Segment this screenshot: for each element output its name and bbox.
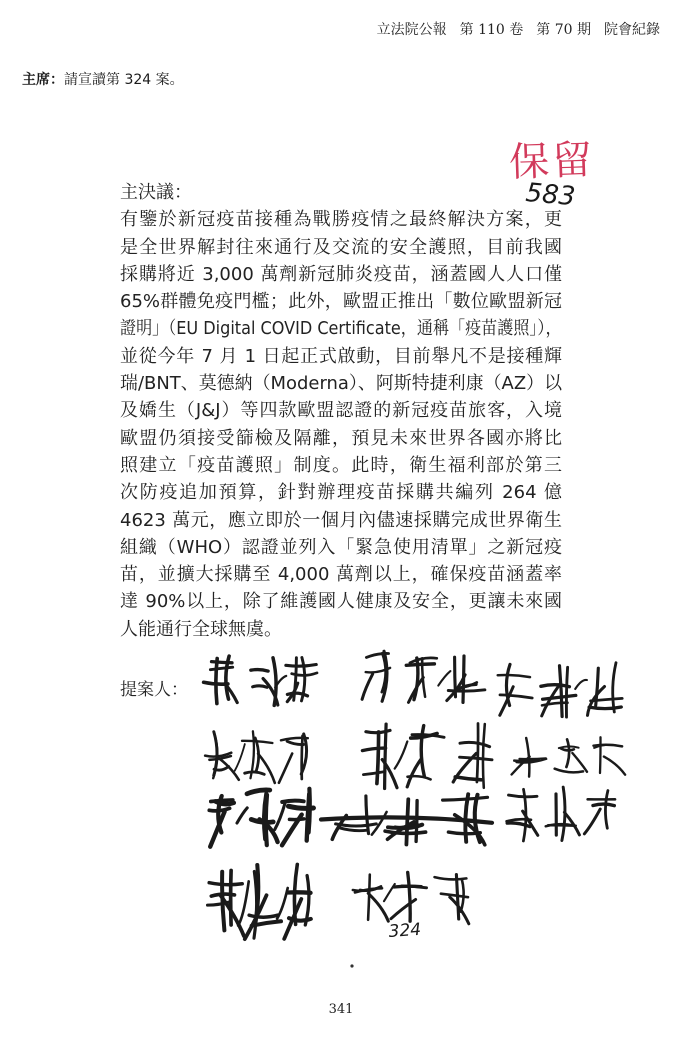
resolution-line: 採購將近 3,000 萬劑新冠肺炎疫苗，涵蓋國人人口僅 xyxy=(120,263,562,285)
signature-stroke xyxy=(214,732,217,776)
signature-stroke xyxy=(205,753,231,757)
signature-stroke xyxy=(411,734,437,739)
resolution-line: 有鑒於新冠疫苗接種為戰勝疫情之最終解決方案，更 xyxy=(120,209,562,231)
signature-stroke xyxy=(339,828,367,831)
signature-stroke xyxy=(209,808,229,811)
signature-stroke xyxy=(362,748,385,751)
resolution-line: 證明」（EU Digital COVID Certificate，通稱「疫苗護照」）， xyxy=(120,318,562,340)
signature-stroke xyxy=(249,915,278,917)
signature-stroke xyxy=(391,900,416,919)
signature-stroke xyxy=(385,724,387,788)
signature-stroke xyxy=(237,808,247,823)
signature-stroke xyxy=(395,742,408,769)
resolution-line: 65%群體免疫門檻；此外，歐盟正推出「數位歐盟新冠 xyxy=(120,291,562,313)
signature-stroke xyxy=(382,651,387,701)
signature-stroke xyxy=(542,684,561,716)
resolution-line: 照建立「疫苗護照」制度。此時，衛生福利部於第三 xyxy=(120,454,562,476)
signature-stroke xyxy=(594,745,623,747)
resolution-line: 瑞/BNT、莫德納（Moderna）、阿斯特捷利康（AZ）以 xyxy=(120,373,563,395)
signature-stroke xyxy=(215,801,233,804)
signature-stroke xyxy=(282,815,302,846)
signature-stroke xyxy=(366,653,388,657)
signature-stroke xyxy=(564,812,579,835)
signature-stroke xyxy=(282,801,304,802)
header-section: 院會紀錄 xyxy=(604,22,660,38)
signature-stroke xyxy=(368,875,370,920)
signature-stroke xyxy=(455,657,456,697)
signature-stroke xyxy=(219,758,239,780)
signature-stroke xyxy=(302,658,305,701)
resolution-line: 人能通行全球無虞。 xyxy=(120,618,282,640)
signature-stroke xyxy=(264,794,266,840)
signature-stroke xyxy=(559,746,579,748)
signature-stroke xyxy=(509,795,538,797)
header-volume: 第 110 卷 xyxy=(459,22,524,38)
signature-stroke xyxy=(372,812,387,835)
resolution-heading: 主決議： xyxy=(120,182,192,203)
signature xyxy=(362,724,492,789)
resolution-line: 及嬌生（J&J）等四款歐盟認證的新冠疫苗旅客，入境 xyxy=(120,400,562,422)
signature-stroke xyxy=(256,865,259,922)
resolution-line: 4623 萬元，應立即於一個月內儘速採購完成世界衛生 xyxy=(120,509,562,531)
signature-stroke xyxy=(512,757,530,775)
signature-stroke xyxy=(455,777,481,780)
signature-stroke xyxy=(255,738,258,772)
handwritten-stamp-number: 583 xyxy=(524,178,577,213)
signature-stroke xyxy=(593,804,614,806)
signature-stroke xyxy=(402,886,427,888)
signature-stroke xyxy=(226,656,229,699)
signature-stroke xyxy=(594,745,617,748)
signature-stroke xyxy=(221,896,244,937)
signature-stroke xyxy=(385,831,426,833)
signature-stroke xyxy=(520,758,546,759)
signature-stroke xyxy=(589,707,621,709)
signature-stroke xyxy=(477,724,478,783)
signature-stroke xyxy=(286,665,316,667)
signature-stroke xyxy=(408,872,411,921)
signature-stroke xyxy=(242,741,272,743)
resolution-line: 次防疫追加預算，針對辦理疫苗採購共編列 264 億 xyxy=(120,482,562,504)
signature-stroke xyxy=(281,738,308,740)
signature-stroke xyxy=(258,754,275,783)
signature-stroke xyxy=(218,796,221,833)
signature-stroke xyxy=(460,742,490,746)
signature-stroke xyxy=(613,663,616,712)
signature-stroke xyxy=(290,819,304,820)
signature-stroke xyxy=(266,795,267,845)
signature xyxy=(205,731,308,783)
signature xyxy=(204,656,317,705)
signature-stroke xyxy=(287,693,307,696)
signature-stroke xyxy=(458,682,477,687)
signature-stroke xyxy=(366,796,369,834)
signature-stroke xyxy=(600,737,601,773)
signature-stroke xyxy=(507,823,530,827)
signature-stroke xyxy=(463,656,464,702)
signature-stroke xyxy=(309,789,310,833)
signature-stroke xyxy=(438,671,450,686)
signature-stroke xyxy=(406,664,434,665)
signature-stroke xyxy=(514,760,538,761)
signature-stroke xyxy=(507,819,531,821)
signature-stroke xyxy=(461,880,464,912)
signature-stroke xyxy=(211,800,233,802)
page-number: 341 xyxy=(328,1002,354,1017)
signature-stroke xyxy=(555,769,583,773)
signature-stroke xyxy=(287,741,303,744)
signature-stroke xyxy=(388,822,414,840)
reserve-stamp: 保留 xyxy=(508,136,596,186)
signature-stroke xyxy=(448,690,485,691)
signature-stroke xyxy=(292,673,317,676)
signature-stroke xyxy=(596,668,599,705)
signature-stroke xyxy=(355,888,382,892)
signature xyxy=(209,789,313,847)
signature-stroke xyxy=(566,739,569,767)
signature-stroke xyxy=(214,767,229,771)
signature xyxy=(208,864,311,939)
signature-stroke xyxy=(458,684,476,689)
header-publication: 立法院公報 xyxy=(376,22,447,38)
signature-stroke xyxy=(275,676,286,688)
signature-stroke xyxy=(516,759,546,763)
handwritten-signature-number: 324 xyxy=(388,919,422,942)
signature-stroke xyxy=(252,921,281,925)
signature-stroke xyxy=(377,732,379,784)
signature-stroke xyxy=(301,734,306,774)
signature-stroke xyxy=(211,894,234,896)
resolution-line: 組織（WHO）認證並列入「緊急使用清單」之新冠疫 xyxy=(120,536,562,558)
signature-stroke xyxy=(455,815,485,845)
chair-text: 請宣讀第 324 案。 xyxy=(64,72,184,88)
signature-stroke xyxy=(575,680,587,689)
signature-stroke xyxy=(360,886,381,890)
signature-stroke xyxy=(366,730,390,732)
signature-stroke xyxy=(408,776,431,779)
signature-stroke xyxy=(441,894,468,898)
signature-stroke xyxy=(363,772,385,775)
signature-stroke xyxy=(251,819,273,822)
signature-stroke xyxy=(395,825,422,828)
signature-stroke xyxy=(604,757,625,775)
signature-stroke xyxy=(605,791,607,829)
resolution-line: 達 90%以上，除了維護國人健康及安全，更讓未來國 xyxy=(120,591,562,613)
signature-stroke xyxy=(251,731,254,778)
signature-stroke xyxy=(212,662,233,663)
signature-stroke xyxy=(275,804,285,830)
signature-stroke xyxy=(302,736,303,779)
signature-stroke xyxy=(572,753,587,772)
signature-stroke xyxy=(332,816,346,840)
signature-stroke xyxy=(407,759,421,787)
signature xyxy=(321,794,492,845)
proposers-label: 提案人： xyxy=(120,680,188,700)
signature-stroke xyxy=(523,811,538,835)
signature-stroke xyxy=(213,734,217,778)
signature-stroke xyxy=(483,724,485,788)
resolution-line: 是全世界解封往來通行及交流的安全護照，目前我國 xyxy=(120,236,562,258)
signature-stroke xyxy=(422,658,425,697)
gazette-header xyxy=(377,19,660,39)
chair-statement xyxy=(22,69,184,89)
signature-stroke xyxy=(500,687,513,716)
resolution-line: 苗，並擴大採購至 4,000 萬劑以上，確保疫苗涵蓋率 xyxy=(120,564,562,586)
signature-stroke xyxy=(566,667,567,717)
signature-stroke xyxy=(584,809,600,834)
signature-stroke xyxy=(548,825,576,826)
signature-stroke xyxy=(382,653,386,692)
signature xyxy=(362,651,485,702)
signature-stroke xyxy=(210,812,224,847)
header-issue: 第 70 期 xyxy=(536,22,591,38)
signature-stroke xyxy=(288,806,313,808)
signature-stroke xyxy=(289,918,311,921)
signature-stroke xyxy=(336,824,377,826)
signature-stroke xyxy=(204,682,228,684)
signature-stroke xyxy=(279,754,292,783)
signature-stroke xyxy=(260,819,278,842)
signature-stroke xyxy=(305,876,309,926)
signature-stroke xyxy=(388,824,417,828)
signature-stroke xyxy=(210,667,232,670)
chair-speaker: 主席： xyxy=(22,72,64,88)
signature-stroke xyxy=(225,684,237,703)
signature-stroke xyxy=(366,668,390,673)
signature-stroke xyxy=(414,658,418,700)
signature-stroke xyxy=(588,687,605,716)
signature-stroke xyxy=(500,695,532,698)
signature-stroke xyxy=(448,832,480,834)
signature-stroke xyxy=(209,883,242,885)
signature-stroke xyxy=(253,686,268,687)
resolution-line: 歐盟仍須接受篩檢及隔離，預見未來世界各國亦將比 xyxy=(120,427,562,449)
signature-stroke xyxy=(287,683,297,701)
signature-stroke xyxy=(382,760,397,788)
signature-stroke xyxy=(453,753,476,782)
signature-stroke xyxy=(238,881,249,925)
signature-stroke xyxy=(546,824,574,826)
signature-stroke xyxy=(277,888,288,919)
signature-stroke xyxy=(222,872,224,931)
signature xyxy=(507,787,615,841)
signature-stroke xyxy=(591,698,623,701)
resolution-line: 並從今年 7 月 1 日起正式啟動，目前舉凡不是接種輝 xyxy=(120,345,562,367)
signature-stroke xyxy=(543,695,576,699)
signature-stroke xyxy=(321,817,492,822)
signature-stroke xyxy=(294,658,297,701)
signature-stroke xyxy=(435,877,467,879)
signature-stroke xyxy=(421,726,424,777)
signature xyxy=(498,663,623,717)
signature-stroke xyxy=(416,801,417,842)
signature-stroke xyxy=(460,757,492,760)
signature-stroke xyxy=(209,756,231,760)
signature-stroke xyxy=(245,895,267,939)
signature-stroke xyxy=(263,679,278,705)
signature-stroke xyxy=(465,794,468,842)
signature-stroke xyxy=(284,899,301,939)
signature-stroke xyxy=(394,886,421,887)
signature-stroke xyxy=(251,670,268,672)
signature-stroke xyxy=(443,797,488,800)
signature-stroke xyxy=(561,749,574,751)
signature-stroke xyxy=(523,789,526,841)
signature-stroke xyxy=(406,799,408,844)
signature-stroke xyxy=(254,871,257,938)
signature-stroke xyxy=(541,685,570,687)
signature-stroke xyxy=(409,677,424,702)
signature-stroke xyxy=(384,884,395,901)
signature-stroke xyxy=(506,664,510,705)
signature-stroke xyxy=(216,659,217,704)
signature-stroke xyxy=(447,675,465,701)
signature xyxy=(353,872,469,923)
signature-stroke xyxy=(294,864,297,924)
signature-stroke xyxy=(353,888,378,891)
ink-dot xyxy=(350,964,353,967)
signature-stroke xyxy=(412,735,444,738)
signature-stroke xyxy=(498,675,530,677)
signature-stroke xyxy=(560,666,563,717)
signature-stroke xyxy=(368,893,388,921)
signature-stroke xyxy=(208,902,231,906)
signature xyxy=(512,737,625,776)
signature-stroke xyxy=(542,703,568,706)
signature-stroke xyxy=(245,772,265,774)
signature-stroke xyxy=(273,658,276,706)
signature-stroke xyxy=(410,658,437,663)
signature-stroke xyxy=(456,875,458,919)
signature-stroke xyxy=(307,794,310,841)
signature-stroke xyxy=(362,674,373,699)
signature-stroke xyxy=(526,738,529,777)
signature-stroke xyxy=(450,897,469,924)
signature-stroke xyxy=(562,787,565,840)
signature-stroke xyxy=(235,744,245,771)
main-resolution xyxy=(120,179,562,643)
signature-stroke xyxy=(475,795,480,842)
signature-stroke xyxy=(247,790,270,794)
